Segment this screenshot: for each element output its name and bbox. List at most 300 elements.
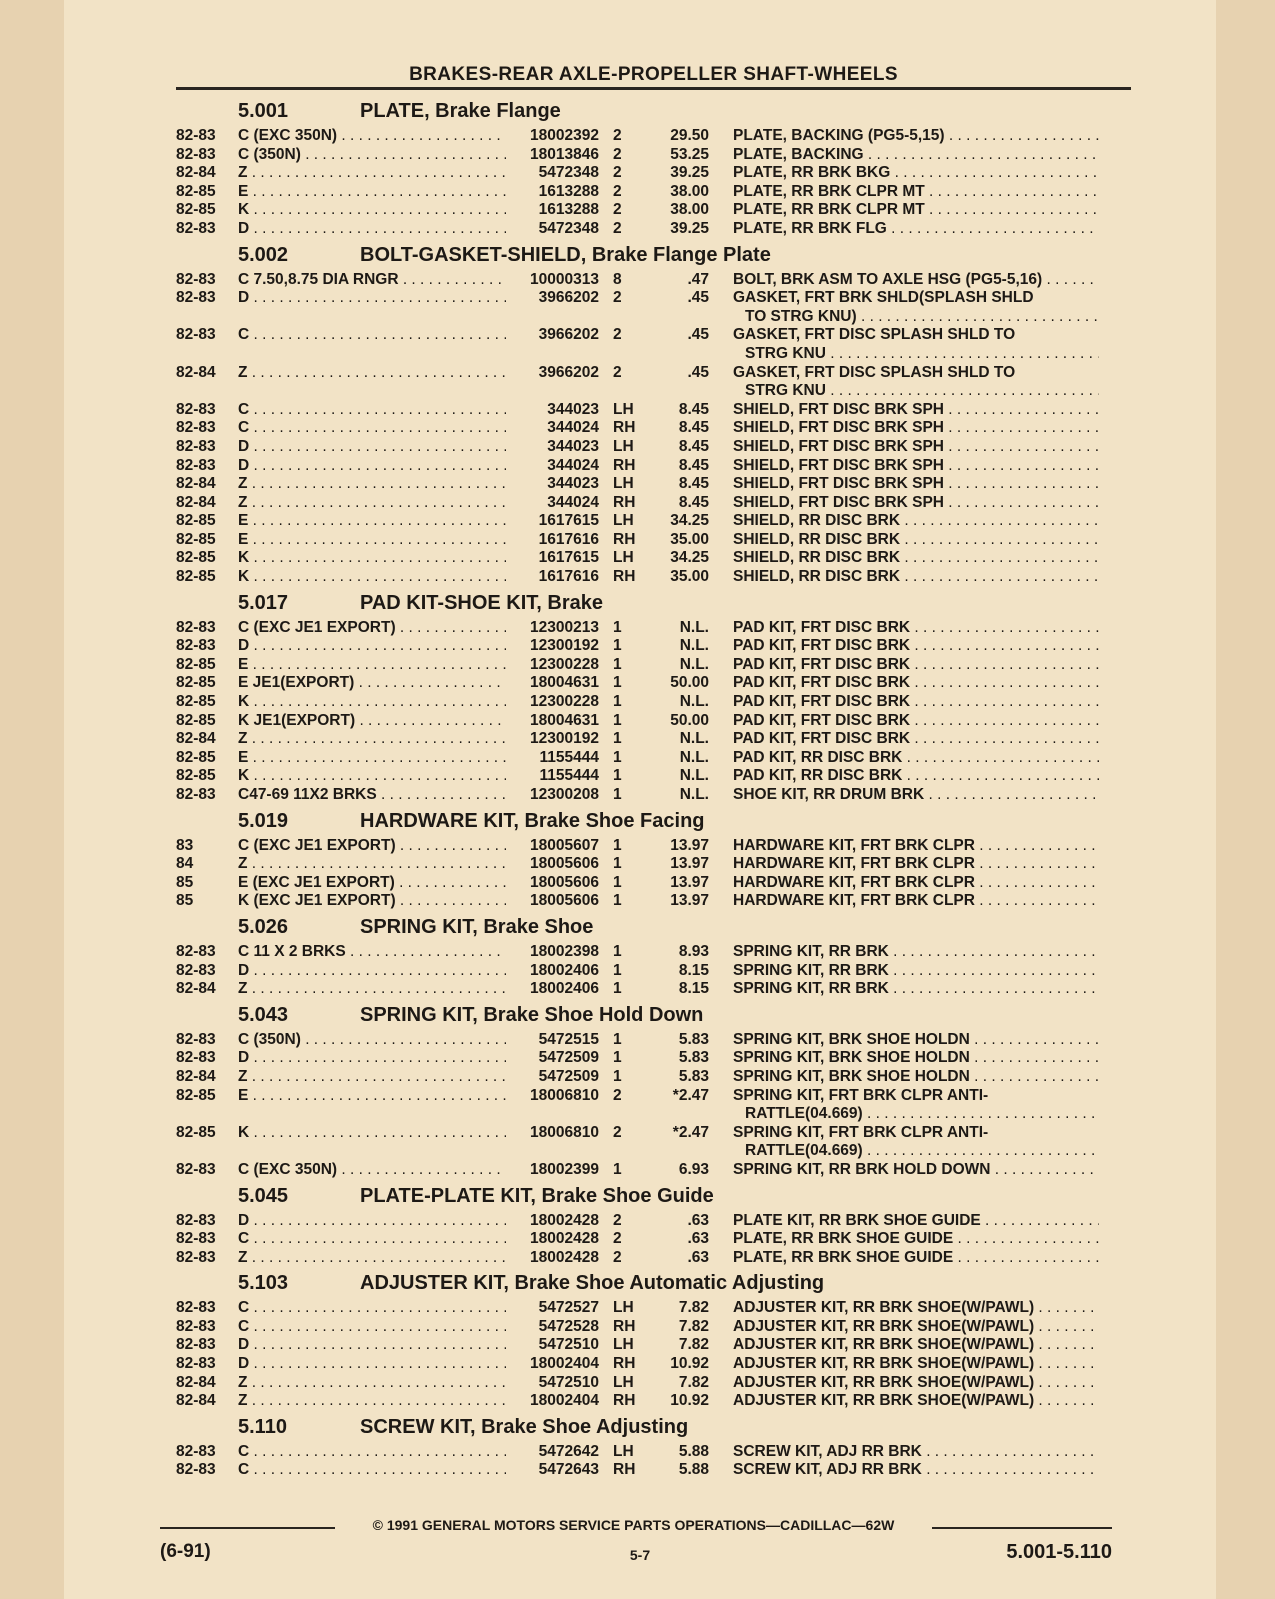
part-number: 18005606: [530, 855, 599, 873]
application-cell: [238, 943, 506, 962]
application: E . . .: [238, 512, 506, 529]
description-text: PLATE, RR BRK FLG . . .: [733, 220, 1099, 237]
description-text: SHIELD, FRT DISC BRK SPH . . .: [733, 457, 1099, 474]
description-text: PAD KIT, FRT DISC BRK . . .: [733, 693, 1099, 710]
description-line: [733, 874, 1099, 893]
model-years: 82-83: [176, 942, 216, 960]
description-text: SHIELD, RR DISC BRK . . .: [733, 512, 1099, 529]
part-number: 3966202: [538, 326, 599, 344]
part-number: 18002399: [530, 1160, 599, 1178]
table-row: [176, 364, 1132, 401]
price: .47: [687, 270, 709, 288]
quantity: 1: [613, 873, 622, 891]
model-years: 82-83: [176, 270, 216, 288]
application-cell: [238, 1124, 506, 1161]
price: .45: [687, 326, 709, 344]
quantity: 1: [613, 980, 622, 998]
application-cell: [238, 475, 506, 494]
price: 13.97: [670, 873, 709, 891]
table-row: [176, 289, 1132, 326]
part-number: 344023: [547, 475, 599, 493]
section-title: SCREW KIT, Brake Shoe Adjusting: [360, 1415, 689, 1438]
description-text: ADJUSTER KIT, RR BRK SHOE(W/PAWL) . . .: [733, 1355, 1099, 1372]
application-cell: [238, 1249, 506, 1268]
description-text: ADJUSTER KIT, RR BRK SHOE(W/PAWL) . . .: [733, 1318, 1099, 1335]
table-row: [176, 1443, 1132, 1462]
page-number: 5-7: [629, 1547, 651, 1563]
table-row: [176, 512, 1132, 531]
part-number: 1617616: [538, 530, 599, 548]
description-text: SPRING KIT, BRK SHOE HOLDN . . .: [733, 1049, 1099, 1066]
description-text: SPRING KIT, RR BRK . . .: [733, 943, 1099, 960]
description-cell: [709, 730, 1099, 749]
application-cell: [238, 837, 506, 856]
model-years: 82-85: [176, 711, 216, 729]
price: N.L.: [679, 693, 709, 711]
description-text: PLATE, BACKING . . .: [733, 146, 1099, 163]
price: 35.00: [670, 568, 709, 586]
description-line: [733, 892, 1099, 911]
description-text: SHIELD, FRT DISC BRK SPH . . .: [733, 438, 1099, 455]
price: 10.92: [670, 1355, 709, 1373]
price: 7.82: [678, 1299, 709, 1317]
copyright-notice: © 1991 GENERAL MOTORS SERVICE PARTS OPERATIONS—CADILLAC—62W: [372, 1517, 895, 1533]
model-years: 82-83: [176, 289, 216, 307]
description-text: PAD KIT, RR DISC BRK . . .: [733, 749, 1099, 766]
quantity: 1: [613, 892, 622, 910]
description-line: [733, 364, 1099, 383]
application-cell: [238, 1374, 506, 1393]
description-text: STRG KNU . . .: [745, 382, 1099, 399]
page-range: 5.001-5.110: [1006, 1541, 1112, 1563]
part-number: 5472509: [538, 1067, 599, 1085]
table-row: [176, 438, 1132, 457]
application-cell: [238, 568, 506, 587]
description-cell: [709, 1318, 1099, 1337]
model-years: 83: [176, 836, 194, 854]
application-cell: [238, 619, 506, 638]
description-cell: [709, 786, 1099, 805]
quantity: 2: [613, 1248, 622, 1266]
part-number: 18002428: [530, 1230, 599, 1248]
quantity: 2: [613, 201, 622, 219]
application-cell: [238, 1461, 506, 1480]
quantity: LH: [613, 549, 634, 567]
price: 53.25: [670, 145, 709, 163]
application-cell: [238, 1336, 506, 1355]
description-cell: [709, 457, 1099, 476]
description-line: [733, 568, 1099, 587]
table-row: [176, 568, 1132, 587]
description-line: [733, 837, 1099, 856]
application: C . . .: [238, 1443, 506, 1460]
description-cell: [709, 1299, 1099, 1318]
description-text: SHIELD, RR DISC BRK . . .: [733, 531, 1099, 548]
application: C (350N) . . .: [238, 1031, 506, 1048]
application: Z . . .: [238, 164, 506, 181]
section-number: 5.002: [238, 243, 289, 266]
model-years: 82-83: [176, 1211, 216, 1229]
part-number: 12300213: [530, 618, 599, 636]
description-line: [733, 637, 1099, 656]
description-text: RATTLE(04.669) . . .: [745, 1105, 1099, 1122]
section-number: 5.017: [238, 591, 289, 614]
application: E . . .: [238, 656, 506, 673]
table-row: [176, 326, 1132, 363]
application: C (EXC 350N) . . .: [238, 127, 506, 144]
model-years: 82-83: [176, 326, 216, 344]
table-row: [176, 767, 1132, 786]
description-text: PAD KIT, FRT DISC BRK . . .: [733, 730, 1099, 747]
part-number: 18006810: [530, 1086, 599, 1104]
description-line: [733, 1230, 1099, 1249]
quantity: 1: [613, 767, 622, 785]
application: K . . .: [238, 549, 506, 566]
description-cell: [709, 127, 1099, 146]
description-line: [733, 980, 1099, 999]
model-years: 82-83: [176, 1336, 216, 1354]
section-heading: [176, 1416, 1132, 1443]
description-text: SHIELD, FRT DISC BRK SPH . . .: [733, 401, 1099, 418]
description-line: [733, 712, 1099, 731]
description-line: [733, 1068, 1099, 1087]
description-line: [733, 693, 1099, 712]
model-years: 82-83: [176, 1230, 216, 1248]
model-years: 82-83: [176, 1160, 216, 1178]
part-number: 18002406: [530, 980, 599, 998]
section-heading: [176, 1185, 1132, 1212]
application: K . . .: [238, 767, 506, 784]
description-text: ADJUSTER KIT, RR BRK SHOE(W/PAWL) . . .: [733, 1392, 1099, 1409]
quantity: 1: [613, 942, 622, 960]
description-text: PLATE, BACKING (PG5-5,15) . . .: [733, 127, 1099, 144]
price: N.L.: [679, 748, 709, 766]
description-cell: [709, 1124, 1099, 1161]
part-number: 18005606: [530, 892, 599, 910]
description-text: PAD KIT, FRT DISC BRK . . .: [733, 637, 1099, 654]
description-cell: [709, 512, 1099, 531]
description-cell: [709, 637, 1099, 656]
model-years: 82-83: [176, 1317, 216, 1335]
description-line: [733, 146, 1099, 165]
description-cell: [709, 549, 1099, 568]
quantity: LH: [613, 400, 634, 418]
price: 5.88: [678, 1461, 709, 1479]
section-heading: [176, 1272, 1132, 1299]
price: 39.25: [670, 164, 709, 182]
price: 38.00: [670, 182, 709, 200]
part-number: 12300192: [530, 637, 599, 655]
table-row: [176, 457, 1132, 476]
table-row: [176, 1212, 1132, 1231]
description-text: SHIELD, FRT DISC BRK SPH . . .: [733, 494, 1099, 511]
model-years: 82-84: [176, 1373, 216, 1391]
model-years: 82-83: [176, 1248, 216, 1266]
description-line: [733, 943, 1099, 962]
description-line: [733, 1374, 1099, 1393]
table-row: [176, 1249, 1132, 1268]
application: Z . . .: [238, 475, 506, 492]
part-number: 5472509: [538, 1049, 599, 1067]
application-cell: [238, 1068, 506, 1087]
application-cell: [238, 1087, 506, 1124]
description-line: [733, 308, 1099, 327]
price: 35.00: [670, 530, 709, 548]
table-row: [176, 1161, 1132, 1180]
price: 13.97: [670, 892, 709, 910]
application: K . . .: [238, 568, 506, 585]
quantity: LH: [613, 1299, 634, 1317]
part-number: 344024: [547, 419, 599, 437]
part-number: 12300228: [530, 693, 599, 711]
description-cell: [709, 364, 1099, 401]
model-years: 82-83: [176, 400, 216, 418]
application: E . . .: [238, 749, 506, 766]
description-line: [733, 1318, 1099, 1337]
model-years: 82-85: [176, 767, 216, 785]
model-years: 82-85: [176, 568, 216, 586]
model-years: 85: [176, 892, 194, 910]
model-years: 82-83: [176, 437, 216, 455]
description-cell: [709, 962, 1099, 981]
table-row: [176, 1230, 1132, 1249]
description-line: [733, 457, 1099, 476]
model-years: 82-85: [176, 1086, 216, 1104]
price: 13.97: [670, 836, 709, 854]
application: C . . .: [238, 401, 506, 418]
quantity: 2: [613, 289, 622, 307]
section-number: 5.110: [238, 1415, 287, 1438]
description-cell: [709, 1392, 1099, 1411]
quantity: 1: [613, 961, 622, 979]
description-text: HARDWARE KIT, FRT BRK CLPR . . .: [733, 892, 1099, 909]
model-years: 82-84: [176, 475, 216, 493]
description-line: [733, 1249, 1099, 1268]
table-row: [176, 693, 1132, 712]
model-years: 82-83: [176, 419, 216, 437]
description-cell: [709, 494, 1099, 513]
price: 8.45: [678, 400, 709, 418]
description-line: [733, 401, 1099, 420]
part-number: 18002392: [530, 127, 599, 144]
price: 8.45: [678, 419, 709, 437]
price: *2.47: [672, 1086, 709, 1104]
description-cell: [709, 1336, 1099, 1355]
description-line: [733, 1392, 1099, 1411]
application: Z . . .: [238, 1068, 506, 1085]
description-cell: [709, 619, 1099, 638]
quantity: RH: [613, 1461, 636, 1479]
price: 8.15: [678, 961, 709, 979]
description-cell: [709, 271, 1099, 290]
description-cell: [709, 201, 1099, 220]
description-text: SCREW KIT, ADJ RR BRK . . .: [733, 1461, 1099, 1478]
model-years: 82-83: [176, 1461, 216, 1479]
quantity: 1: [613, 855, 622, 873]
part-number: 18013846: [530, 145, 599, 163]
part-number: 18005606: [530, 873, 599, 891]
description-cell: [709, 1049, 1099, 1068]
application: C . . .: [238, 1318, 506, 1335]
description-cell: [709, 183, 1099, 202]
model-years: 82-83: [176, 1030, 216, 1048]
part-number: 1613288: [538, 201, 599, 219]
description-line: [733, 1461, 1099, 1480]
description-cell: [709, 568, 1099, 587]
description-cell: [709, 401, 1099, 420]
price: 5.83: [678, 1049, 709, 1067]
application-cell: [238, 146, 506, 165]
description-line: [733, 164, 1099, 183]
price: N.L.: [679, 786, 709, 803]
section-title: ADJUSTER KIT, Brake Shoe Automatic Adjusting: [360, 1272, 825, 1295]
description-line: [733, 475, 1099, 494]
quantity: 1: [613, 711, 622, 729]
table-row: [176, 1355, 1132, 1374]
part-number: 5472510: [538, 1373, 599, 1391]
table-row: [176, 1124, 1132, 1161]
description-text: SCREW KIT, ADJ RR BRK . . .: [733, 1443, 1099, 1460]
application: C . . .: [238, 1299, 506, 1316]
parts-section: [176, 100, 1132, 239]
table-row: [176, 874, 1132, 893]
application: K JE1(EXPORT) . . .: [238, 712, 506, 729]
application: C (EXC 350N) . . .: [238, 1161, 506, 1178]
application: C47-69 11X2 BRKS . . .: [238, 786, 506, 803]
price: 29.50: [670, 127, 709, 144]
quantity: 2: [613, 326, 622, 344]
quantity: 1: [613, 786, 622, 803]
price: 5.83: [678, 1030, 709, 1048]
part-number: 18004631: [530, 711, 599, 729]
application: D . . .: [238, 1049, 506, 1066]
part-number: 18002404: [530, 1392, 599, 1410]
description-line: [733, 494, 1099, 513]
price: 7.82: [678, 1336, 709, 1354]
table-row: [176, 164, 1132, 183]
part-number: 1617615: [538, 512, 599, 530]
table-row: [176, 271, 1132, 290]
parts-section: [176, 592, 1132, 805]
quantity: RH: [613, 1392, 636, 1410]
application: C . . .: [238, 1230, 506, 1247]
section-number: 5.043: [238, 1003, 289, 1026]
table-row: [176, 220, 1132, 239]
quantity: 2: [613, 219, 622, 237]
section-title: PLATE, Brake Flange: [360, 100, 561, 122]
price: N.L.: [679, 637, 709, 655]
table-row: [176, 1318, 1132, 1337]
price: .63: [687, 1230, 709, 1248]
description-line: [733, 345, 1099, 364]
price: 50.00: [670, 674, 709, 692]
application: Z . . .: [238, 730, 506, 747]
application-cell: [238, 494, 506, 513]
application-cell: [238, 438, 506, 457]
description-cell: [709, 419, 1099, 438]
description-text: RATTLE(04.669) . . .: [745, 1142, 1099, 1159]
table-row: [176, 183, 1132, 202]
section-number: 5.103: [238, 1272, 289, 1295]
application: D . . .: [238, 1355, 506, 1372]
description-text: PLATE, RR BRK BKG . . .: [733, 164, 1099, 181]
application-cell: [238, 271, 506, 290]
application-cell: [238, 693, 506, 712]
price: 7.82: [678, 1373, 709, 1391]
description-line: [733, 619, 1099, 638]
table-row: [176, 475, 1132, 494]
quantity: 2: [613, 164, 622, 182]
description-text: SHIELD, RR DISC BRK . . .: [733, 549, 1099, 566]
parts-list: [176, 100, 1132, 1485]
table-row: [176, 892, 1132, 911]
description-cell: [709, 326, 1099, 363]
description-text: GASKET, FRT DISC SPLASH SHLD TO: [733, 363, 1016, 381]
price: .45: [687, 289, 709, 307]
description-cell: [709, 1031, 1099, 1050]
model-years: 82-83: [176, 127, 216, 144]
table-row: [176, 943, 1132, 962]
description-text: SHOE KIT, RR DRUM BRK . . .: [733, 786, 1099, 803]
part-number: 18006810: [530, 1123, 599, 1141]
section-title: HARDWARE KIT, Brake Shoe Facing: [360, 809, 705, 832]
description-cell: [709, 837, 1099, 856]
description-line: [733, 201, 1099, 220]
description-text: GASKET, FRT DISC SPLASH SHLD TO: [733, 326, 1016, 344]
description-line: [733, 1124, 1099, 1143]
application-cell: [238, 1031, 506, 1050]
table-row: [176, 401, 1132, 420]
part-number: 5472642: [538, 1442, 599, 1460]
description-cell: [709, 767, 1099, 786]
part-number: 1155444: [539, 767, 599, 785]
price: .63: [687, 1211, 709, 1229]
model-years: 82-83: [176, 1049, 216, 1067]
application: Z . . .: [238, 494, 506, 511]
description-cell: [709, 1087, 1099, 1124]
part-number: 1617615: [538, 549, 599, 567]
description-text: SPRING KIT, RR BRK HOLD DOWN . . .: [733, 1161, 1099, 1178]
application: C . . .: [238, 1461, 506, 1478]
description-cell: [709, 749, 1099, 768]
table-row: [176, 1049, 1132, 1068]
part-number: 12300192: [530, 730, 599, 748]
application-cell: [238, 892, 506, 911]
part-number: 344024: [547, 456, 599, 474]
quantity: 1: [613, 748, 622, 766]
section-title: PLATE-PLATE KIT, Brake Shoe Guide: [360, 1184, 714, 1207]
table-row: [176, 656, 1132, 675]
price: N.L.: [679, 767, 709, 785]
model-years: 82-85: [176, 182, 216, 200]
model-years: 82-83: [176, 786, 216, 803]
application: Z . . .: [238, 980, 506, 997]
description-cell: [709, 892, 1099, 911]
application: C . . .: [238, 326, 506, 343]
price: 8.45: [678, 475, 709, 493]
table-row: [176, 619, 1132, 638]
model-years: 82-85: [176, 655, 216, 673]
quantity: 1: [613, 1049, 622, 1067]
description-line: [733, 1031, 1099, 1050]
description-cell: [709, 693, 1099, 712]
section-heading: [176, 1004, 1132, 1031]
section-number: 5.026: [238, 915, 289, 938]
model-years: 82-84: [176, 730, 216, 748]
date-code: (6-91): [160, 1541, 211, 1562]
parts-section: [176, 916, 1132, 999]
description-cell: [709, 855, 1099, 874]
